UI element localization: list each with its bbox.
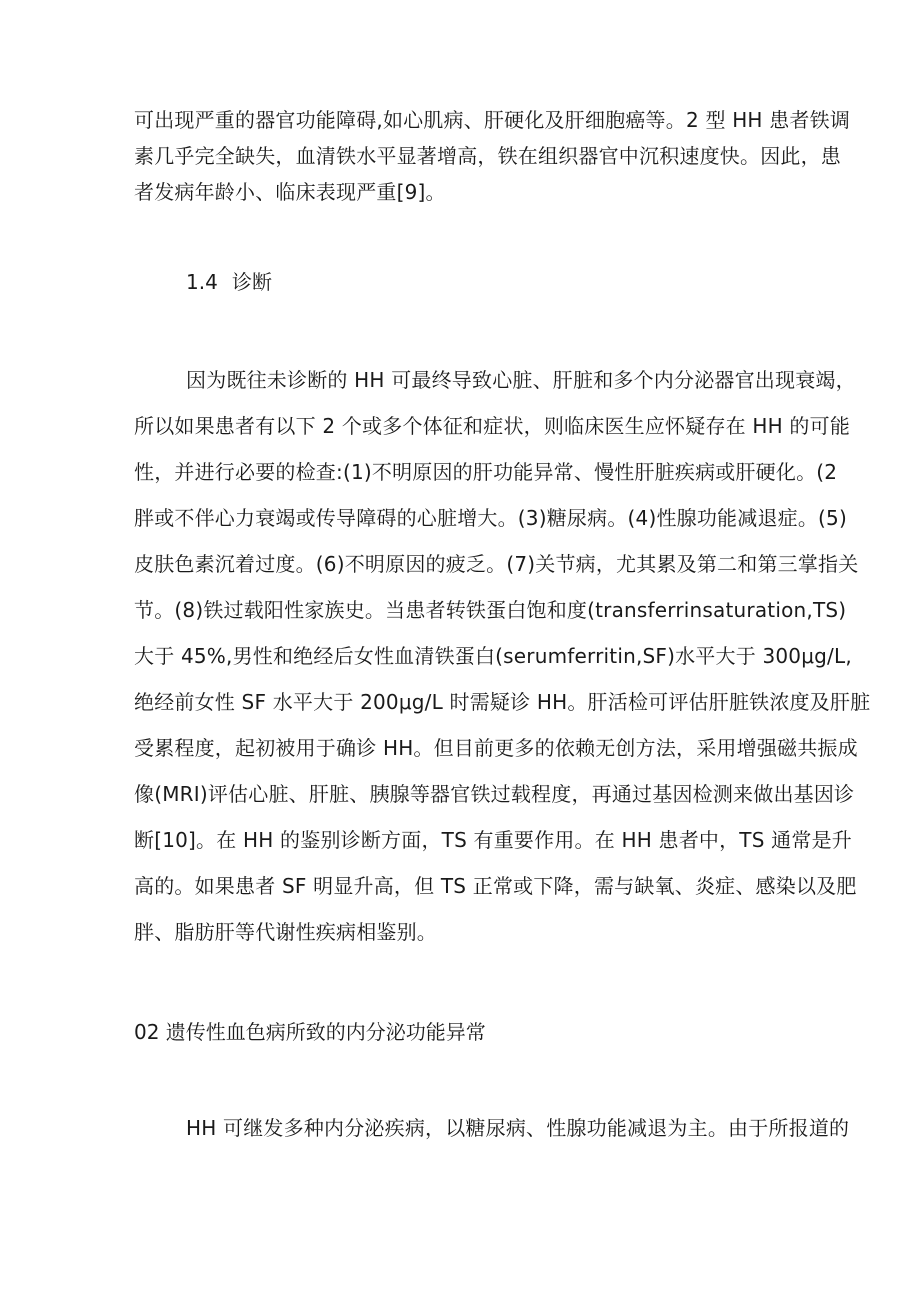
- paragraph-2-line-10: 像(MRI)评估心脏、肝脏、胰腺等器官铁过载程度，再通过基因检测来做出基因诊: [134, 782, 855, 806]
- paragraph-2-line-1: 因为既往未诊断的 HH 可最终导致心脏、肝脏和多个内分泌器官出现衰竭，: [186, 368, 856, 392]
- section-title: 诊断: [232, 270, 272, 294]
- section-number: 1.4: [186, 270, 218, 294]
- paragraph-2-line-8: 绝经前女性 SF 水平大于 200μg/L 时需疑诊 HH。肝活检可评估肝脏铁浓度及肝脏: [134, 690, 871, 714]
- paragraph-1-line-1: 可出现严重的器官功能障碍,如心肌病、肝硬化及肝细胞癌等。2 型 HH 患者铁调: [134, 108, 851, 132]
- paragraph-2-line-5: 皮肤色素沉着过度。(6)不明原因的疲乏。(7)关节病，尤其累及第二和第三掌指关: [134, 552, 859, 576]
- paragraph-1-line-3: 者发病年龄小、临床表现严重[9]。: [134, 180, 446, 204]
- paragraph-2-line-4: 胖或不伴心力衰竭或传导障碍的心脏增大。(3)糖尿病。(4)性腺功能减退症。(5): [134, 506, 847, 530]
- paragraph-2-line-11: 断[10]。在 HH 的鉴别诊断方面，TS 有重要作用。在 HH 患者中，TS 通常是升: [134, 828, 852, 852]
- paragraph-2-line-3: 性，并进行必要的检查:(1)不明原因的肝功能异常、慢性肝脏疾病或肝硬化。(2: [134, 460, 838, 484]
- paragraph-3-line-1: HH 可继发多种内分泌疾病，以糖尿病、性腺功能减退为主。由于所报道的: [186, 1116, 850, 1140]
- paragraph-2-line-7: 大于 45%,男性和绝经后女性血清铁蛋白(serumferritin,SF)水平大于 300μg/L,: [134, 644, 852, 668]
- paragraph-2-line-9: 受累程度，起初被用于确诊 HH。但目前更多的依赖无创方法，采用增强磁共振成: [134, 736, 858, 760]
- paragraph-2-line-13: 胖、脂肪肝等代谢性疾病相鉴别。: [134, 920, 437, 944]
- paragraph-2-line-6: 节。(8)铁过载阳性家族史。当患者转铁蛋白饱和度(transferrinsaturation,TS): [134, 598, 847, 622]
- paragraph-2-line-2: 所以如果患者有以下 2 个或多个体征和症状，则临床医生应怀疑存在 HH 的可能: [134, 414, 851, 438]
- section-02-title: 02 遗传性血色病所致的内分泌功能异常: [134, 1020, 486, 1044]
- paragraph-2-line-12: 高的。如果患者 SF 明显升高，但 TS 正常或下降，需与缺氧、炎症、感染以及肥: [134, 874, 857, 898]
- paragraph-1-line-2: 素几乎完全缺失，血清铁水平显著增高，铁在组织器官中沉积速度快。因此，患: [134, 144, 841, 168]
